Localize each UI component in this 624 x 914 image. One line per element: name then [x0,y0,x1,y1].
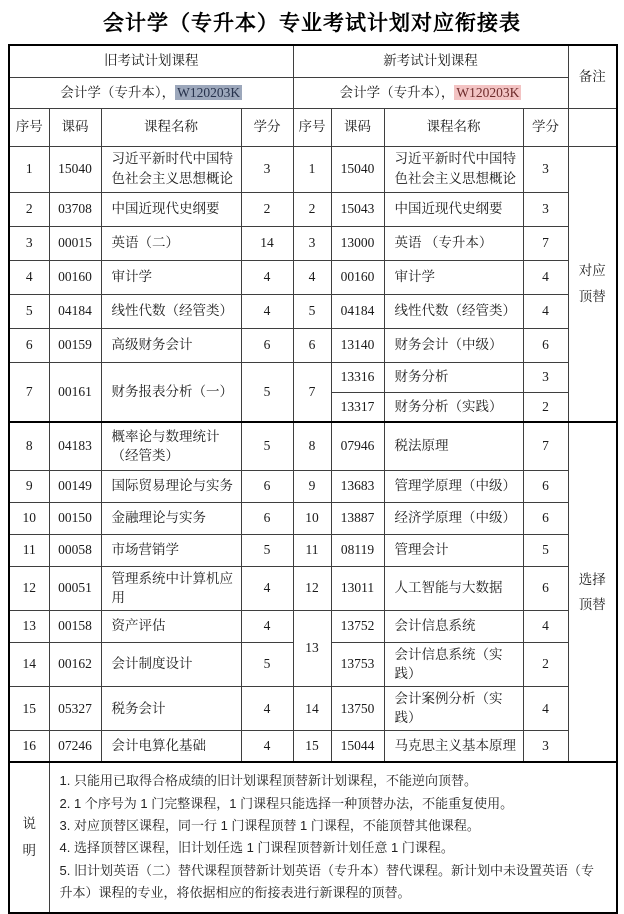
code-cell: 00159 [49,328,101,362]
credit-cell: 4 [241,610,293,642]
name-cell: 金融理论与实务 [101,502,241,534]
table-row [9,328,617,362]
seq-cell: 4 [9,260,49,294]
name-cell: 财务分析（实践） [384,392,523,422]
code-cell: 13752 [331,610,384,642]
seq-cell: 3 [9,226,49,260]
table-row [9,260,617,294]
credit-cell: 5 [241,422,293,470]
code-cell: 00051 [49,566,101,610]
seq-cell: 2 [9,192,49,226]
credit-cell: 3 [523,730,568,762]
credit-cell: 5 [241,534,293,566]
code-cell: 00160 [331,260,384,294]
seq-cell: 12 [9,566,49,610]
table-row [9,686,617,730]
name-cell: 马克思主义基本原理 [384,730,523,762]
seq-cell: 14 [293,686,331,730]
old-major-label: 会计学（专升本）， [60,84,176,100]
credit-cell: 3 [241,146,293,192]
credit-cell: 7 [523,226,568,260]
code-cell: 15043 [331,192,384,226]
credit-cell: 4 [241,294,293,328]
credit-cell: 4 [241,566,293,610]
seq-cell: 1 [9,146,49,192]
code-cell: 00162 [49,642,101,686]
note-item: 3. 对应顶替区课程，同一行 1 门课程顶替 1 门课程，不能顶替其他课程。 [59,818,480,834]
credit-cell: 5 [523,534,568,566]
notes-row [9,762,617,912]
col-header-old-seq: 序号 [9,108,49,146]
col-header-old-name: 课程名称 [101,108,241,146]
seq-cell: 16 [9,730,49,762]
new-major-cell [293,77,568,108]
name-cell: 人工智能与大数据 [384,566,523,610]
code-cell: 00058 [49,534,101,566]
code-cell: 13140 [331,328,384,362]
col-header-new-seq: 序号 [293,108,331,146]
name-cell: 会计制度设计 [101,642,241,686]
name-cell: 税务会计 [101,686,241,730]
seq-cell: 12 [293,566,331,610]
course-correspondence-table [8,44,618,914]
seq-cell: 5 [293,294,331,328]
seq-cell: 3 [293,226,331,260]
credit-cell: 6 [241,502,293,534]
seq-cell: 7 [9,362,49,422]
table-row [9,470,617,502]
name-cell: 财务会计（中级） [384,328,523,362]
seq-cell: 11 [293,534,331,566]
code-cell: 13750 [331,686,384,730]
name-cell: 审计学 [384,260,523,294]
code-cell: 07946 [331,422,384,470]
new-plan-header-cell: 新考试计划课程 [293,45,568,77]
remark-choose-text: 选择顶替 [578,571,606,613]
seq-cell: 11 [9,534,49,566]
credit-cell: 4 [523,294,568,328]
notes-body-cell [49,762,617,912]
credit-cell: 5 [241,362,293,422]
remark-correspond-cell [568,146,617,422]
code-cell: 08119 [331,534,384,566]
table-header-row-plans [9,45,617,77]
table-row [9,226,617,260]
code-cell: 15044 [331,730,384,762]
remark-correspond-text: 对应顶替 [578,263,606,304]
table-header-row-major [9,77,617,108]
new-major-label: 会计学（专升本）， [339,84,455,100]
credit-cell: 4 [523,260,568,294]
page-title: 会计学（专升本）专业考试计划对应衔接表 [103,11,521,35]
name-cell: 会计信息系统（实践） [384,642,523,686]
name-cell: 税法原理 [384,422,523,470]
credit-cell: 14 [241,226,293,260]
note-item: 4. 选择顶替区课程，旧计划任选 1 门课程顶替新计划任意 1 门课程。 [59,840,454,856]
name-cell: 线性代数（经管类） [384,294,523,328]
code-cell: 13316 [331,362,384,392]
seq-cell: 2 [293,192,331,226]
seq-cell: 5 [9,294,49,328]
table-row [9,534,617,566]
credit-cell: 6 [523,566,568,610]
name-cell: 经济学原理（中级） [384,502,523,534]
seq-cell: 1 [293,146,331,192]
code-cell: 00158 [49,610,101,642]
name-cell: 中国近现代史纲要 [384,192,523,226]
credit-cell: 5 [241,642,293,686]
table-row [9,566,617,610]
seq-cell: 4 [293,260,331,294]
name-cell: 会计案例分析（实践） [384,686,523,730]
code-cell: 00149 [49,470,101,502]
name-cell: 管理系统中计算机应用 [101,566,241,610]
credit-cell: 3 [523,146,568,192]
name-cell: 资产评估 [101,610,241,642]
credit-cell: 3 [523,362,568,392]
notes-label: 说明 [22,816,36,859]
old-major-cell [9,77,293,108]
seq-cell: 14 [9,642,49,686]
seq-cell: 7 [293,362,331,422]
table-row [9,362,617,392]
col-header-old-code: 课码 [49,108,101,146]
code-cell: 00015 [49,226,101,260]
credit-cell: 6 [523,328,568,362]
name-cell: 市场营销学 [101,534,241,566]
col-header-new-name: 课程名称 [384,108,523,146]
code-cell: 05327 [49,686,101,730]
seq-cell: 8 [293,422,331,470]
credit-cell: 6 [241,470,293,502]
credit-cell: 4 [523,610,568,642]
name-cell: 会计信息系统 [384,610,523,642]
credit-cell: 7 [523,422,568,470]
credit-cell: 4 [523,686,568,730]
table-row [9,502,617,534]
table-row [9,192,617,226]
table-row [9,294,617,328]
col-header-new-code: 课码 [331,108,384,146]
name-cell: 中国近现代史纲要 [101,192,241,226]
remark-choose-cell [568,422,617,762]
seq-cell: 15 [293,730,331,762]
seq-cell: 13 [9,610,49,642]
note-item: 5. 旧计划英语（二）替代课程顶替新计划英语（专升本）替代课程。新计划中未设置英语（专升本）课程的专业，将依据相应的衔接表进行新课程的顶替。 [59,862,594,901]
code-cell: 07246 [49,730,101,762]
seq-cell: 9 [293,470,331,502]
seq-cell: 8 [9,422,49,470]
notes-label-cell [9,762,49,912]
col-header-remark-empty [568,108,617,146]
table-row [9,610,617,642]
code-cell: 00160 [49,260,101,294]
credit-cell: 2 [523,642,568,686]
old-major-code-highlight: W120203K [177,84,241,100]
name-cell: 财务分析 [384,362,523,392]
old-plan-header-cell: 旧考试计划课程 [9,45,293,77]
code-cell: 04184 [331,294,384,328]
name-cell: 管理学原理（中级） [384,470,523,502]
code-cell: 03708 [49,192,101,226]
seq-cell: 6 [293,328,331,362]
code-cell: 00150 [49,502,101,534]
credit-cell: 6 [241,328,293,362]
credit-cell: 2 [241,192,293,226]
code-cell: 04184 [49,294,101,328]
remark-header-cell: 备注 [568,45,617,108]
credit-cell: 4 [241,260,293,294]
credit-cell: 2 [523,392,568,422]
seq-cell: 10 [9,502,49,534]
seq-cell: 9 [9,470,49,502]
code-cell: 13000 [331,226,384,260]
name-cell: 习近平新时代中国特色社会主义思想概论 [384,146,523,192]
credit-cell: 6 [523,470,568,502]
credit-cell: 3 [523,192,568,226]
code-cell: 00161 [49,362,101,422]
name-cell: 会计电算化基础 [101,730,241,762]
name-cell: 概率论与数理统计（经管类） [101,422,241,470]
name-cell: 管理会计 [384,534,523,566]
table-row [9,422,617,470]
name-cell: 英语 （专升本） [384,226,523,260]
credit-cell: 6 [523,502,568,534]
code-cell: 13887 [331,502,384,534]
table-row [9,146,617,192]
name-cell: 线性代数（经管类） [101,294,241,328]
code-cell: 13753 [331,642,384,686]
note-item: 1. 只能用已取得合格成绩的旧计划课程顶替新计划课程，不能逆向顶替。 [59,773,477,789]
column-header-row [9,108,617,146]
new-major-code-highlight: W120203K [456,84,520,100]
code-cell: 15040 [49,146,101,192]
code-cell: 04183 [49,422,101,470]
name-cell: 审计学 [101,260,241,294]
code-cell: 15040 [331,146,384,192]
name-cell: 高级财务会计 [101,328,241,362]
col-header-new-credit: 学分 [523,108,568,146]
name-cell: 习近平新时代中国特色社会主义思想概论 [101,146,241,192]
seq-cell: 13 [293,610,331,686]
credit-cell: 4 [241,686,293,730]
code-cell: 13683 [331,470,384,502]
table-row [9,730,617,762]
name-cell: 国际贸易理论与实务 [101,470,241,502]
note-item: 2. 1 个序号为 1 门完整课程，1 门课程只能选择一种顶替办法，不能重复使用。 [59,795,514,811]
code-cell: 13011 [331,566,384,610]
seq-cell: 6 [9,328,49,362]
seq-cell: 15 [9,686,49,730]
credit-cell: 4 [241,730,293,762]
code-cell: 13317 [331,392,384,422]
name-cell: 英语（二） [101,226,241,260]
col-header-old-credit: 学分 [241,108,293,146]
name-cell: 财务报表分析（一） [101,362,241,422]
seq-cell: 10 [293,502,331,534]
